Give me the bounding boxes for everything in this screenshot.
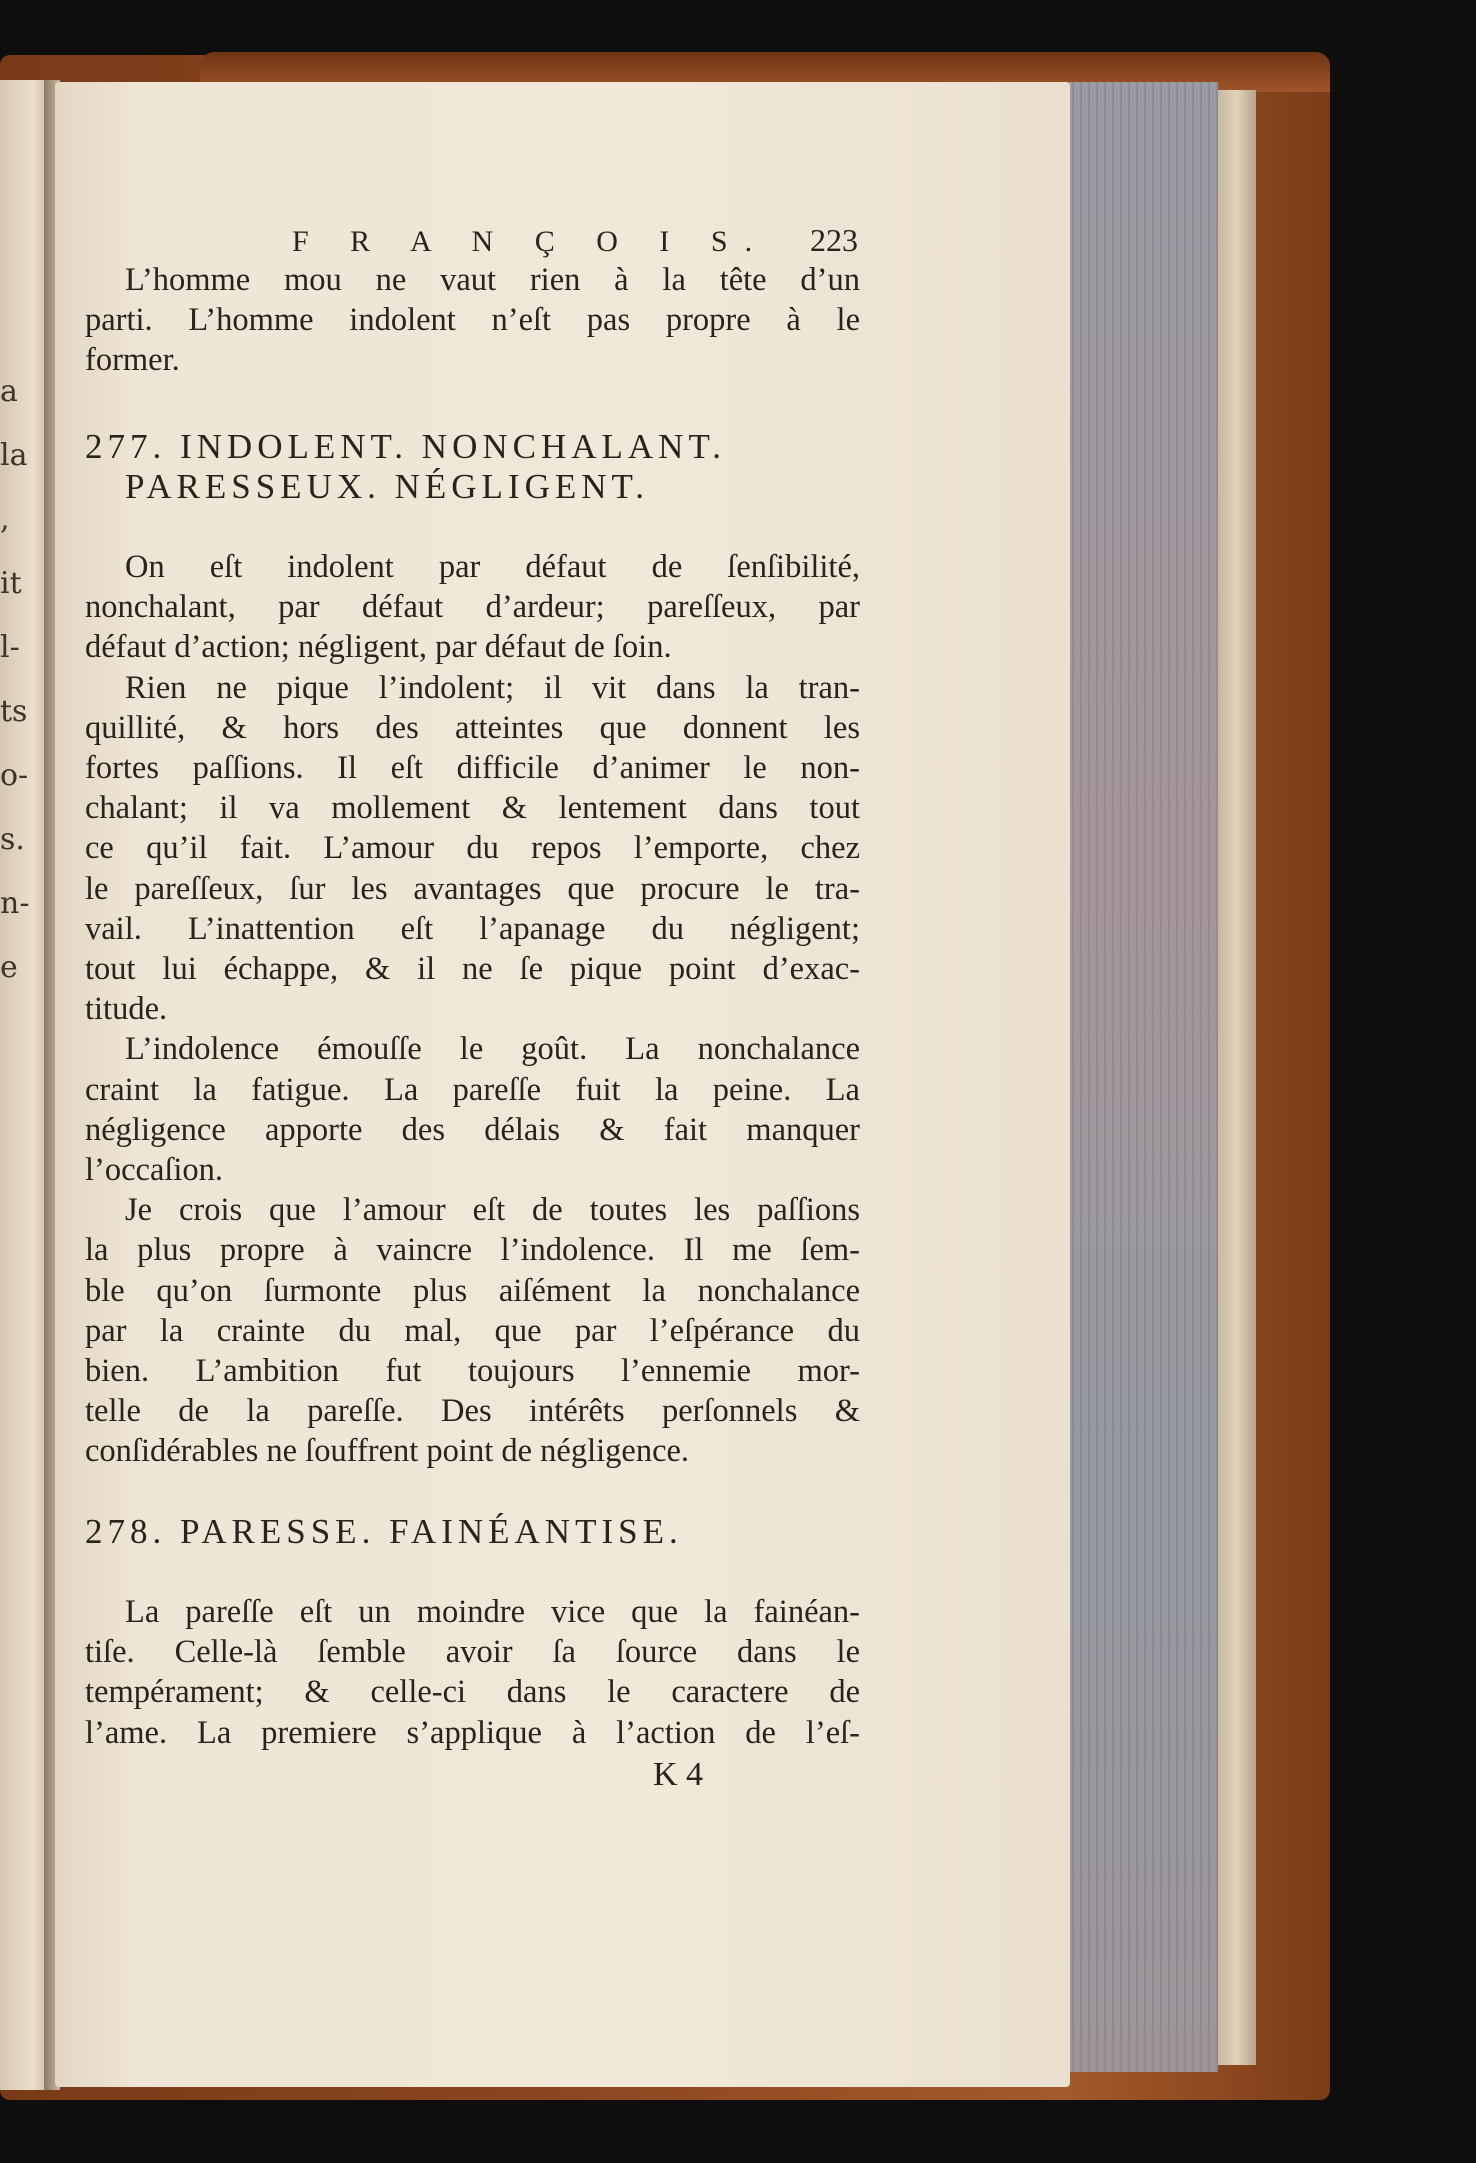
text-line: tiſe. Celle-là ſemble avoir ſa ſource dans le: [85, 1634, 860, 1671]
text-line: former.: [85, 342, 180, 379]
text-line: L’indolence émouſſe le goût. La nonchalance: [125, 1031, 860, 1068]
text-line: négligence apporte des délais & fait manquer: [85, 1111, 860, 1148]
section-278-paragraph-1: [85, 1592, 860, 1753]
fragment: o-: [0, 758, 29, 793]
fragment: la: [0, 438, 28, 473]
running-head-title: F R A N Ç O I S.: [292, 225, 770, 258]
fragment: ,: [0, 502, 10, 537]
text-line: quillité, & hors des atteintes que donnent les: [85, 709, 860, 746]
signature-mark: K 4: [653, 1755, 704, 1793]
marbled-page-edges-tint: [1068, 82, 1218, 2072]
text-line: bien. L’ambition fut toujours l’ennemie mor-: [85, 1353, 860, 1390]
text-line: nonchalant, par défaut d’ardeur; pareſſeux, par: [85, 589, 860, 626]
section-277-paragraph-2: [85, 668, 860, 1030]
text-line: On eſt indolent par défaut de ſenſibilité,: [125, 549, 860, 586]
heading-line: 277. INDOLENT. NONCHALANT.: [85, 426, 726, 466]
text-line: tout lui échappe, & il ne ſe pique point d’exac-: [85, 951, 860, 988]
text-line: ce qu’il fait. L’amour du repos l’emporte, chez: [85, 830, 860, 867]
text-line: fortes paſſions. Il eſt difficile d’animer le non-: [85, 750, 860, 787]
text-line: L’homme mou ne vaut rien à la tête d’un: [125, 262, 860, 298]
heading-line: 278. PARESSE. FAINÉANTISE.: [85, 1511, 683, 1551]
text-line: La pareſſe eſt un moindre vice que la fainéan-: [125, 1593, 860, 1630]
text-line: Je crois que l’amour eſt de toutes les paſſions: [125, 1192, 860, 1229]
text-line: défaut d’action; négligent, par défaut de ſoin.: [85, 629, 672, 666]
fragment: a: [0, 374, 18, 409]
text-line: telle de la pareſſe. Des intérêts perſonnels &: [85, 1393, 860, 1430]
section-277-paragraph-1: [85, 547, 860, 668]
text-line: l’ame. La premiere s’applique à l’action de l’eſ-: [85, 1714, 860, 1751]
fragment: l-: [0, 630, 20, 665]
text-line: le pareſſeux, ſur les avantages que procure le tra-: [85, 870, 860, 907]
text-line: titude.: [85, 991, 168, 1028]
page-number: 223: [810, 222, 858, 258]
text-line: tempérament; & celle-ci dans le caractere de: [85, 1674, 860, 1711]
text-line: parti. L’homme indolent n’eſt pas propre à le: [85, 302, 860, 339]
text-line: vail. L’inattention eſt l’apanage du négligent;: [85, 910, 860, 947]
fragment: it: [0, 566, 22, 601]
text-line: par la crainte du mal, que par l’eſpérance du: [85, 1312, 860, 1349]
heading-line: PARESSEUX. NÉGLIGENT.: [125, 466, 650, 506]
text-line: Rien ne pique l’indolent; il vit dans la tran-: [125, 669, 860, 706]
section-277-paragraph-3: [85, 1029, 860, 1190]
page-text-block: [85, 220, 860, 1795]
text-line: ble qu’on ſurmonte plus aiſément la nonchalance: [85, 1272, 860, 1309]
page-block-edge: [1218, 90, 1256, 2065]
running-head: [85, 220, 860, 260]
fragment: n-: [0, 886, 30, 921]
section-277-paragraph-4: [85, 1190, 860, 1471]
fragment: s.: [0, 822, 25, 857]
section-277-heading: [85, 427, 860, 507]
text-line: l’occaſion.: [85, 1152, 224, 1189]
text-line: conſidérables ne ſouffrent point de négligence.: [85, 1433, 690, 1470]
fragment: ts: [0, 694, 28, 729]
fragment: e: [0, 950, 18, 985]
section-278-heading: [85, 1512, 860, 1552]
opening-paragraph: [85, 260, 860, 381]
text-line: la plus propre à vaincre l’indolence. Il me ſem-: [85, 1232, 860, 1269]
text-line: craint la fatigue. La pareſſe fuit la peine. La: [85, 1071, 860, 1108]
facing-page-text-fragments: [0, 360, 40, 1000]
text-line: chalant; il va mollement & lentement dans tout: [85, 790, 860, 827]
